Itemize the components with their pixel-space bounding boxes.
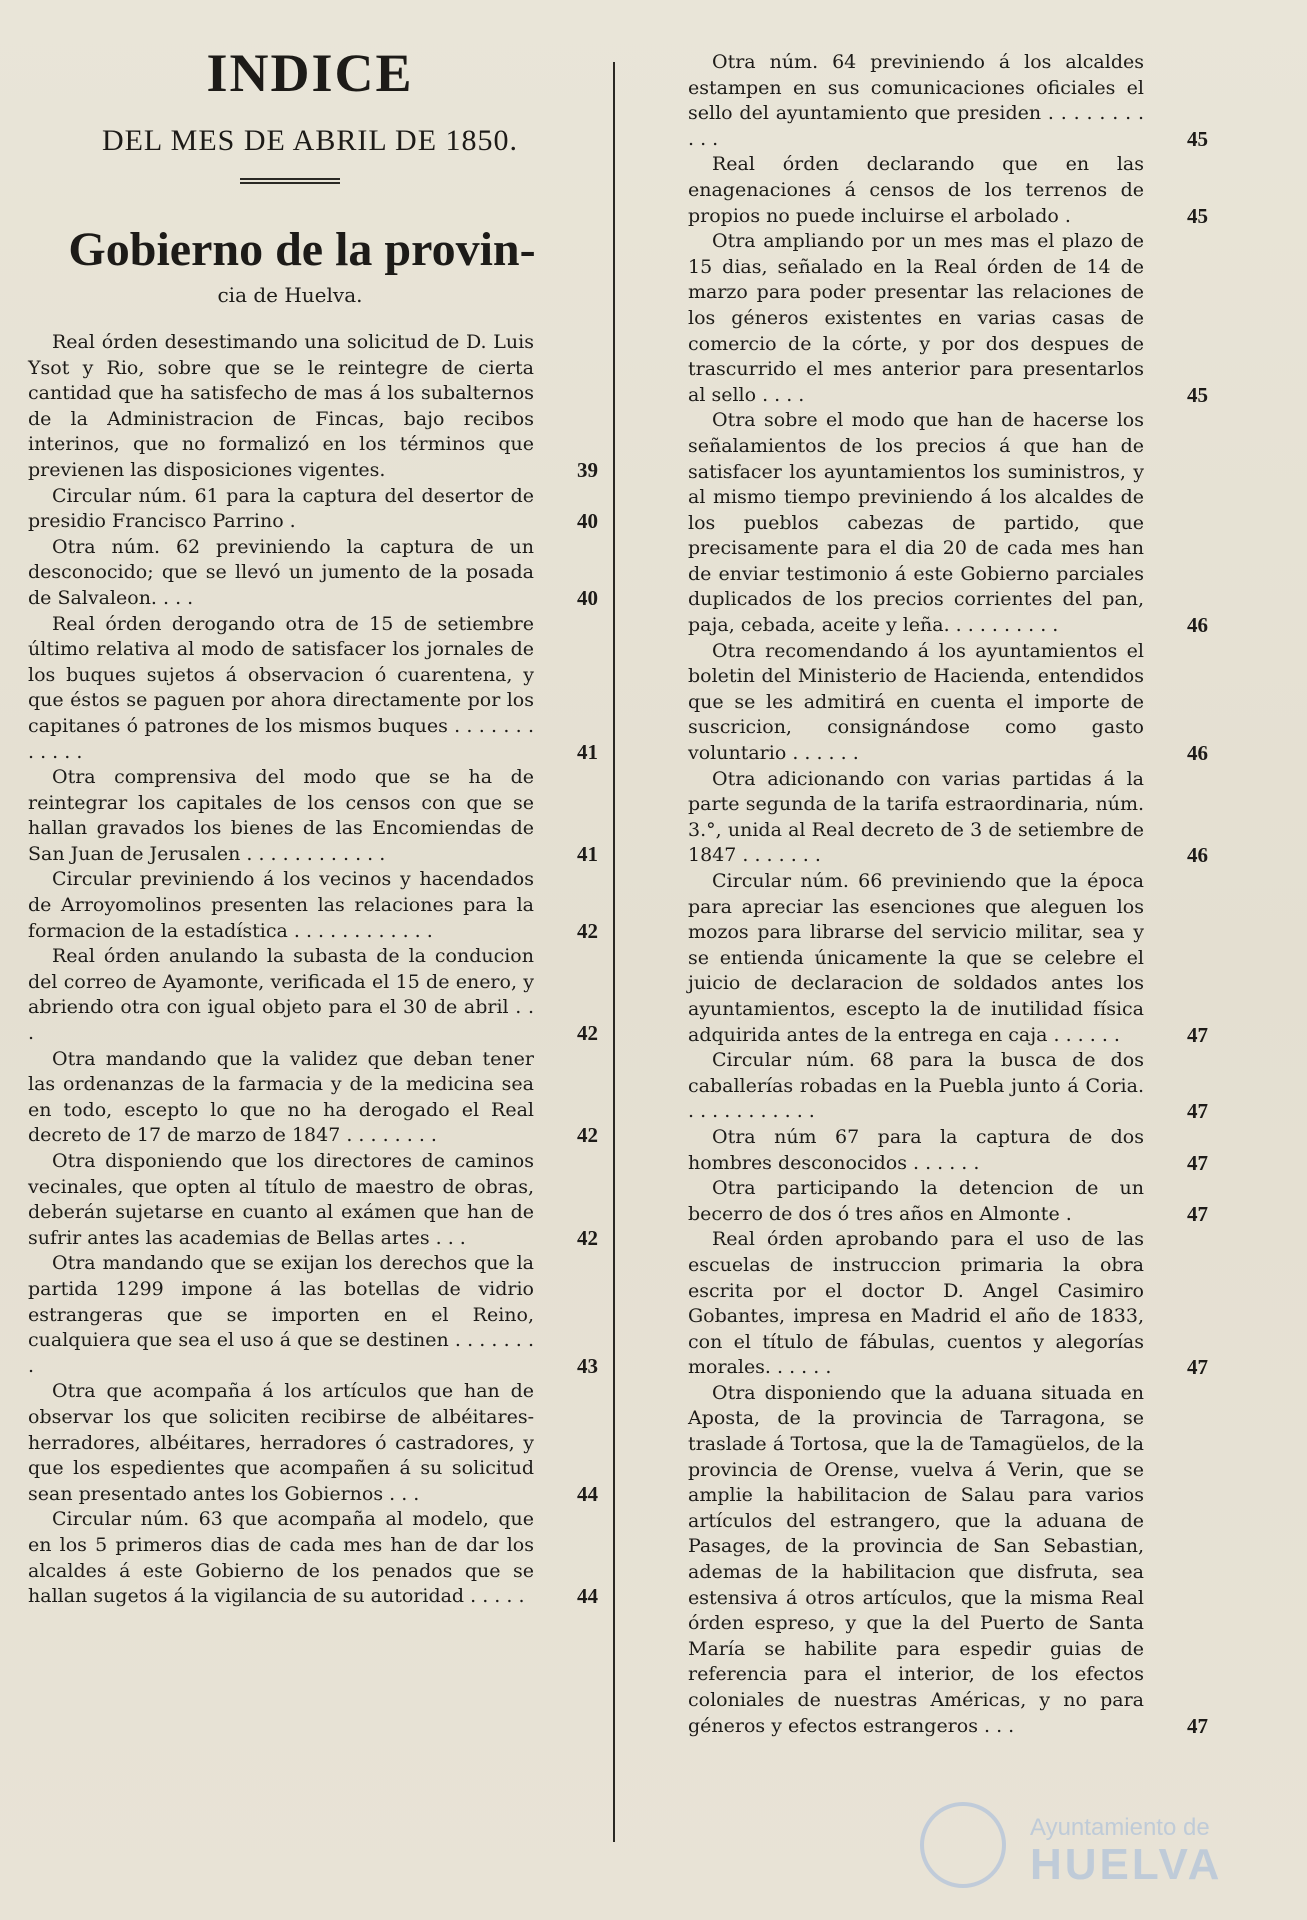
entry-text: Real órden declarando que en las enagenaciones á censos de los terrenos de propios no puede incluirse el arbolado . — [688, 153, 1144, 227]
index-title: INDICE — [206, 43, 414, 103]
index-entry — [688, 152, 1208, 229]
index-entry — [28, 1507, 598, 1609]
entry-text: Real órden anulando la subasta de la conducion del correo de Ayamonte, verificada el 15 de enero, y abriendo otra con igual objeto para el 30 de abril . . . — [28, 945, 534, 1045]
entry-page-number: 45 — [1187, 203, 1208, 228]
section-subtitle: cia de Huelva. — [217, 283, 363, 307]
entry-page-number: 47 — [1187, 1099, 1208, 1124]
entry-page-number: 39 — [577, 457, 598, 482]
index-entry — [28, 612, 598, 766]
index-entry — [28, 1251, 598, 1379]
entry-text: Real órden aprobando para el uso de las escuelas de instruccion primaria la obra escrita por el doctor D. Angel Casimiro Gobantes, impresa en Madrid el año de 1833, con el título de fábulas, cuentos y alegorías morales. . . . . . — [688, 1228, 1144, 1379]
left-entry-list — [28, 330, 598, 1610]
entry-page-number: 47 — [1187, 1201, 1208, 1226]
entry-text: Real órden derogando otra de 15 de setiembre último relativa al modo de satisfacer los jornales de los buques sujetos á observacion ó cuarentena, y que éstos se paguen por ahora directamente por los capitanes ó patrones de los mismos buques . . . . . . . . . . . . — [28, 612, 534, 763]
index-entry — [28, 944, 598, 1046]
entry-text: Otra comprensiva del modo que se ha de reintegrar los capitales de los censos con que se hallan gravados los bienes de las Encomiendas de San Juan de Jerusalen . . . . . . . . . . . . — [28, 766, 534, 865]
column-divider — [613, 62, 615, 1842]
month-subtitle: DEL MES DE ABRIL DE 1850. — [101, 124, 519, 157]
entry-page-number: 43 — [577, 1353, 598, 1378]
entry-page-number: 44 — [577, 1584, 598, 1609]
index-entry — [688, 639, 1208, 767]
entry-page-number: 47 — [1187, 1022, 1208, 1047]
index-entry — [688, 1048, 1208, 1125]
right-entry-list — [688, 50, 1208, 1739]
entry-text: Otra adicionando con varias partidas á la parte segunda de la tarifa estraordinaria, núm. 3.°, unida al Real decreto de 3 de setiembre de 1847 . . . . . . . — [688, 767, 1144, 867]
index-entry — [28, 484, 598, 535]
entry-text: Circular núm. 61 para la captura del desertor de presidio Francisco Parrino . — [28, 484, 534, 533]
index-entry — [688, 50, 1208, 152]
entry-text: Circular núm. 66 previniendo que la época para apreciar las esenciones que aleguen los mozos para librarse del servicio militar, sea y se entienda únicamente la que se celebre el juicio de declaracion de soldados antes los ayuntamientos, escepto la de inutilidad física adquirida antes de la entrega en caja . . . . . . — [688, 870, 1144, 1046]
entry-text: Otra núm 67 para la captura de dos hombres desconocidos . . . . . . — [688, 1125, 1144, 1174]
entry-page-number: 47 — [1187, 1355, 1208, 1380]
archive-watermark — [900, 1800, 1240, 1890]
entry-text: Real órden desestimando una solicitud de D. Luis Ysot y Rio, sobre que se le reintegre de cierta cantidad que ha satisfecho de mas á los subalternos de la Administracion de Fincas, bajo recibos interinos, que no formalizó en los términos que previenen las disposiciones vigentes. — [28, 331, 534, 481]
index-entry — [28, 867, 598, 944]
entry-page-number: 46 — [1187, 741, 1208, 766]
entry-text: Otra núm. 62 previniendo la captura de un desconocido; que se llevó un jumento de la posada de Salvaleon. . . . — [28, 535, 534, 609]
entry-page-number: 42 — [577, 1123, 598, 1148]
index-entry — [688, 1227, 1208, 1381]
entry-page-number: 45 — [1187, 126, 1208, 151]
entry-page-number: 40 — [577, 585, 598, 610]
entry-text: Otra participando la detencion de un becerro de dos ó tres años en Almonte . — [688, 1177, 1144, 1225]
entry-page-number: 41 — [577, 841, 598, 866]
entry-text: Otra que acompaña á los artículos que han de observar los que soliciten recibirse de albéitares-herradores, albéitares, herradores ó castradores, y que los espedientes que acompañen á su solicitud sean presentado antes los Gobiernos . . . — [28, 1380, 534, 1505]
entry-page-number: 45 — [1187, 382, 1208, 407]
entry-page-number: 46 — [1187, 613, 1208, 638]
entry-text: Otra núm. 64 previniendo á los alcaldes estampen en sus comunicaciones oficiales el sello del ayuntamiento que presiden . . . . . . . . . . . — [688, 51, 1144, 150]
entry-text: Otra recomendando á los ayuntamientos el boletin del Ministerio de Hacienda, entendidos que se les admitirá en cuenta el importe de suscricion, consignándose como gasto voluntario . . . . . . — [688, 639, 1144, 765]
entry-page-number: 42 — [577, 1225, 598, 1250]
index-entry — [688, 869, 1208, 1048]
entry-text: Circular núm. 68 para la busca de dos caballerías robadas en la Puebla junto á Coria. . . . . . . . . . . . — [688, 1049, 1144, 1123]
index-entry — [28, 1379, 598, 1507]
entry-text: Circular núm. 63 que acompaña al modelo, que en los 5 primeros dias de cada mes han de dar los alcaldes á este Gobierno de los penados que se hallan sugetos á la vigilancia de su autoridad . . . . . — [28, 1508, 534, 1608]
index-entry — [688, 1381, 1208, 1739]
entry-text: Otra disponiendo que la aduana situada en Aposta, de la provincia de Tarragona, se traslade á Tortosa, que la de Tamagüelos, de la provincia de Orense, vuelva á Verin, que se amplie la habilitacion de Salau para varios artículos del estrangero, que la aduana de Pasages, de la provincia de San Sebastian, ademas de la habilitacion que disfruta, sea estensiva á otros artículos, que la misma Real órden espreso, y que la del Puerto de Santa María se habilite para espedir guias de referencia para el interior, de los efectos coloniales de nuestras Américas, y no para géneros y efectos estrangeros . . . — [688, 1381, 1144, 1737]
entry-page-number: 47 — [1187, 1713, 1208, 1738]
index-entry — [688, 408, 1208, 638]
index-entry — [28, 765, 598, 867]
entry-text: Otra disponiendo que los directores de caminos vecinales, que opten al título de maestro de obras, deberán sujetarse en cuanto al exámen que han de sufrir antes las academias de Bellas artes . . . — [28, 1150, 534, 1249]
entry-text: Otra ampliando por un mes mas el plazo de 15 dias, señalado en la Real órden de 14 de marzo para poder presentar las relaciones de los géneros existentes en varias casas de comercio de la córte, y por dos despues de trascurrido el mes anterior para presentarlos al sello . . . . — [688, 230, 1144, 406]
entry-text: Otra sobre el modo que han de hacerse los señalamientos de los precios á que han de satisfacer los ayuntamientos los suministros, y al mismo tiempo previniendo á los alcaldes de los pueblos cabezas de partido, que precisamente para el dia 20 de cada mes han de enviar testimonio á este Gobierno parciales duplicados de los precios corrientes del pan, paja, cebada, aceite y leña. . . . . . . . . . — [688, 409, 1144, 637]
entry-page-number: 42 — [577, 1021, 598, 1046]
index-entry — [688, 229, 1208, 408]
section-title: Gobierno de la provin- — [68, 223, 536, 276]
entry-page-number: 47 — [1187, 1150, 1208, 1175]
entry-text: Otra mandando que se exijan los derechos que la partida 1299 impone á las botellas de vidrio estrangeras que se importen en el Reino, cualquiera que sea el uso á que se destinen . . . . . . . . — [28, 1252, 534, 1377]
entry-page-number: 42 — [577, 918, 598, 943]
index-entry — [28, 1047, 598, 1149]
entry-page-number: 40 — [577, 509, 598, 534]
entry-page-number: 46 — [1187, 843, 1208, 868]
entry-text: Otra mandando que la validez que deban tener las ordenanzas de la farmacia y de la medicina sea en todo, escepto lo que no ha derogado el Real decreto de 17 de marzo de 1847 . . . . . . . . — [28, 1047, 534, 1147]
index-entry — [688, 1176, 1208, 1227]
index-entry — [688, 767, 1208, 869]
coat-of-arms-icon — [920, 1802, 1006, 1888]
watermark-line1: Ayuntamiento de — [1030, 1814, 1210, 1841]
entry-text: Circular previniendo á los vecinos y hacendados de Arroyomolinos presenten las relaciones para la formacion de la estadística . . . . . . . . . . . . — [28, 868, 534, 942]
entry-page-number: 44 — [577, 1481, 598, 1506]
index-entry — [688, 1125, 1208, 1176]
index-entry — [28, 1149, 598, 1251]
index-entry — [28, 330, 598, 484]
watermark-line2: HUELVA — [1030, 1840, 1223, 1889]
index-entry — [28, 535, 598, 612]
entry-page-number: 41 — [577, 739, 598, 764]
ornament-rule — [240, 176, 340, 186]
